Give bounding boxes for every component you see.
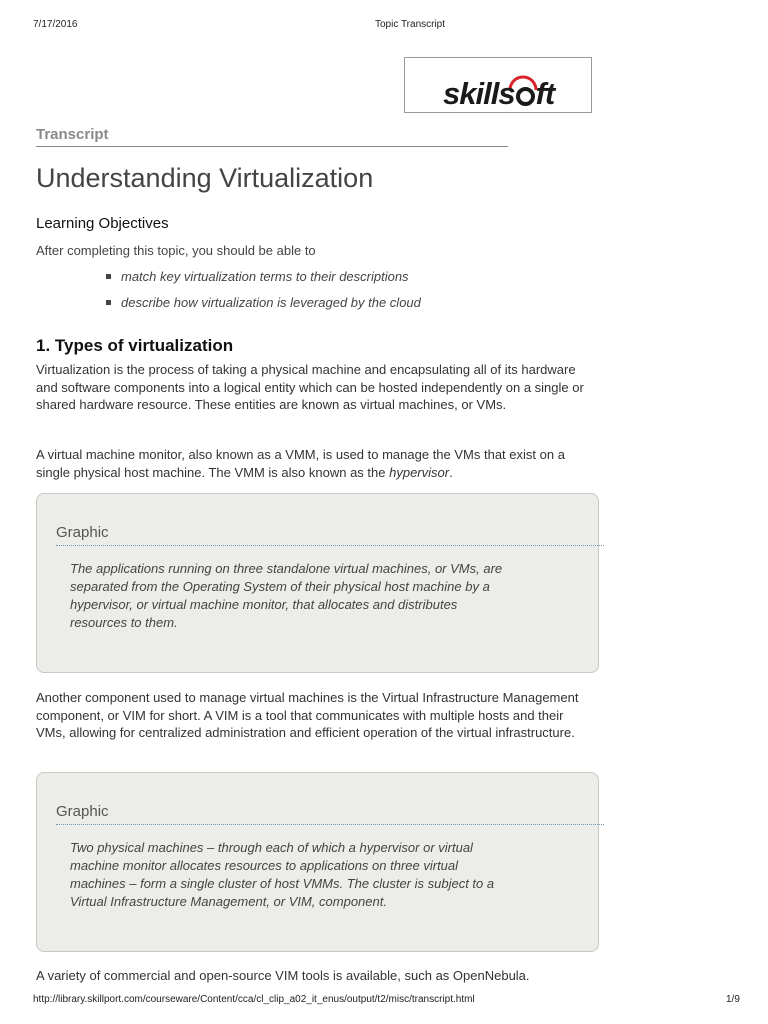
paragraph: Another component used to manage virtual machines is the Virtual Infrastructure Management component, or VIM for short. A VIM is a tool that communicates with multiple hosts and their VMs, allowing for centralized administration and efficient operation of the virtual infrastructure. <box>36 690 579 740</box>
objective-item <box>106 269 409 284</box>
objective-item <box>106 295 421 310</box>
logo-text-start: skills <box>443 76 515 111</box>
page-number: 1/9 <box>726 994 740 1005</box>
graphic-divider <box>56 824 604 825</box>
graphic-divider <box>56 545 604 546</box>
graphic-box <box>36 493 599 673</box>
print-date: 7/17/2016 <box>33 19 78 30</box>
transcript-label: Transcript <box>36 126 109 143</box>
paragraph-text: A virtual machine monitor, also known as a VMM, is used to manage the VMs that exist on a single physical host machine. The VMM is also known as the <box>36 447 565 480</box>
graphic-box <box>36 772 599 952</box>
graphic-description: The applications running on three standalone virtual machines, or VMs, are separated from the Operating System of their physical host machine by a hypervisor, or virtual machine monitor, that allocates and distributes resources to them. <box>70 561 503 630</box>
bullet-icon <box>106 274 111 279</box>
paragraph: A variety of commercial and open-source VIM tools is available, such as OpenNebula. <box>36 968 530 983</box>
print-title: Topic Transcript <box>375 19 446 30</box>
objectives-intro: After completing this topic, you should be able to <box>36 243 316 258</box>
graphic-label: Graphic <box>56 524 109 541</box>
transcript-divider <box>36 146 508 147</box>
objective-text: describe how virtualization is leveraged by the cloud <box>121 295 421 310</box>
graphic-description: Two physical machines – through each of which a hypervisor or virtual machine monitor allocates resources to applications on three virtual machines – form a single cluster of host VMMs. The cluster is subject to a Virtual Infrastructure Management, or VIM, component. <box>70 840 495 909</box>
paragraph <box>36 446 596 481</box>
graphic-label: Graphic <box>56 803 109 820</box>
objectives-heading: Learning Objectives <box>36 215 169 232</box>
bullet-icon <box>106 300 111 305</box>
page-title: Understanding Virtualization <box>36 163 374 193</box>
logo-text-end: ft <box>535 76 555 111</box>
section-heading: 1. Types of virtualization <box>36 336 234 355</box>
print-url: http://library.skillport.com/courseware/Content/cca/cl_clip_a02_it_enus/output/t2/misc/transcript.html <box>33 994 475 1005</box>
paragraph-end: . <box>449 464 453 480</box>
logo-o-icon <box>516 87 535 106</box>
logo-wordmark <box>443 76 554 112</box>
skillsoft-logo <box>404 57 592 113</box>
hypervisor-term: hypervisor <box>389 464 450 480</box>
paragraph: Virtualization is the process of taking a physical machine and encapsulating all of its hardware and software components into a logical entity which can be hosted independently on a single or shared hardware resource. These entities are known as virtual machines, or VMs. <box>36 362 584 412</box>
objective-text: match key virtualization terms to their descriptions <box>121 269 409 284</box>
